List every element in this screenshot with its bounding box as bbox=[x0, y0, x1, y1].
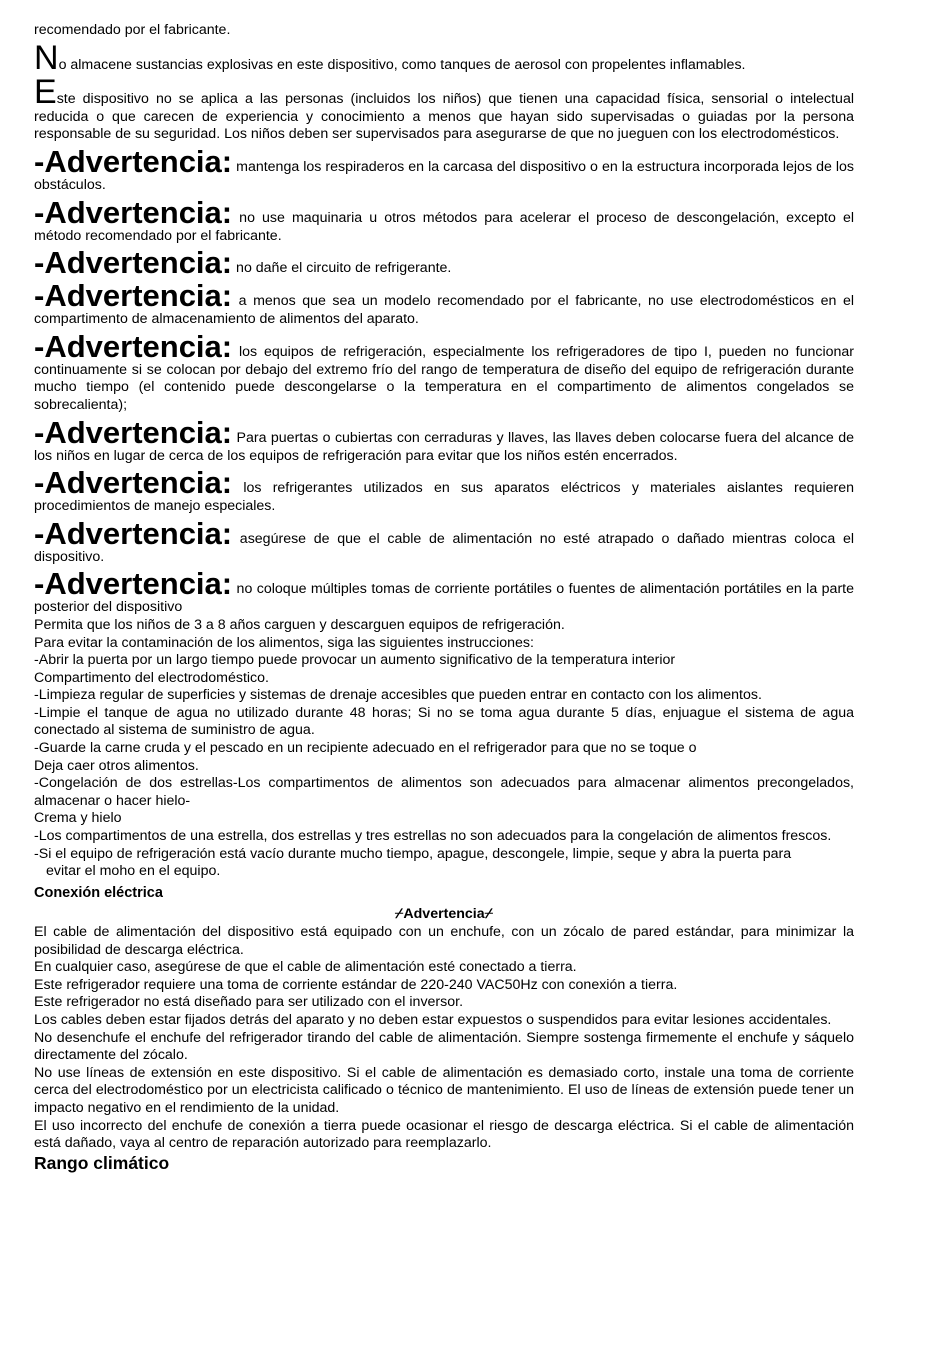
drop-cap: E bbox=[34, 73, 57, 112]
lightning-icon: ⌿ bbox=[484, 906, 494, 923]
drop-cap: N bbox=[34, 38, 59, 77]
warning-vents: -Advertencia: mantenga los respiraderos en la carcasa del dispositivo o en la estructura incorporada lejos de los obstáculos. bbox=[34, 143, 854, 193]
warning-refrigerants: -Advertencia: los refrigerantes utilizados en sus aparatos eléctricos y materiales aislantes requieren procedimientos de manejo especiales. bbox=[34, 465, 854, 515]
lightning-icon: ⌿ bbox=[394, 906, 404, 923]
text-line: recomendado por el fabricante. bbox=[34, 22, 231, 38]
warning-label: -Advertencia: bbox=[34, 465, 233, 501]
text-line: -Los compartimentos de una estrella, dos estrellas y tres estrellas no son adecuados para la congelación de alimentos frescos. bbox=[34, 828, 832, 845]
text-line: Para evitar la contaminación de los alimentos, siga las siguientes instrucciones: bbox=[34, 634, 534, 651]
warning-label: -Advertencia: bbox=[34, 143, 233, 179]
warning-label: -Advertencia: bbox=[34, 245, 233, 281]
text-line: -Limpie el tanque de agua no utilizado durante 48 horas; Si no se toma agua durante 5 días, enjuague el sistema de agua conectado al sistema de suministro de agua. bbox=[34, 704, 854, 739]
paragraph-persons: Este dispositivo no se aplica a las personas (incluidos los niños) que tienen una capacidad física, sensorial o intelectual reducida o que carecen de experiencia y conocimiento a menos que hayan sido supervisadas o guiadas por la persona responsable de su seguridad. Los niños deben ser supervisados para asegurarse de que no jueguen con los electrodomésticos. bbox=[34, 73, 854, 143]
section-heading-climate: Rango climático bbox=[34, 1152, 170, 1173]
text-line: No desenchufe el enchufe del refrigerador tirando del cable de alimentación. Siempre sostenga firmemente el enchufe y sáquelo directamente del zócalo. bbox=[34, 1029, 854, 1064]
text-line: Este refrigerador requiere una toma de corriente estándar de 220-240 VAC50Hz con conexión a tierra. bbox=[34, 976, 678, 993]
text-line: Deja caer otros alimentos. bbox=[34, 757, 199, 774]
text-line: El uso incorrecto del enchufe de conexión a tierra puede ocasionar el riesgo de descarga eléctrica. Si el cable de alimentación está dañado, vaya al centro de reparación autorizado para reemplazarlo. bbox=[34, 1117, 854, 1152]
section-heading-electrical: Conexión eléctrica bbox=[34, 884, 163, 901]
text-line: No use líneas de extensión en este dispositivo. Si el cable de alimentación es demasiado corto, instale una toma de corriente cerca del electrodoméstico por un electricista calificado o técnico de mantenimiento. El uso de líneas de extensión puede tener un impacto negativo en el rendimiento de la unidad. bbox=[34, 1064, 854, 1116]
warning-outlets: -Advertencia: no coloque múltiples tomas de corriente portátiles o fuentes de alimentación portátiles en la parte posterior del dispositivo bbox=[34, 566, 854, 616]
text-line: Este refrigerador no está diseñado para ser utilizado con el inversor. bbox=[34, 994, 464, 1011]
text-line: Permita que los niños de 3 a 8 años carguen y descarguen equipos de refrigeración. bbox=[34, 616, 565, 633]
warning-label: -Advertencia: bbox=[34, 515, 233, 551]
text-line: evitar el moho en el equipo. bbox=[46, 863, 221, 880]
text-line: -Abrir la puerta por un largo tiempo puede provocar un aumento significativo de la temperatura interior bbox=[34, 652, 676, 669]
warning-label: -Advertencia: bbox=[34, 278, 233, 314]
text-line: -Si el equipo de refrigeración está vacío durante mucho tiempo, apague, descongele, limpie, seque y abra la puerta para bbox=[34, 845, 792, 862]
text-line: -Guarde la carne cruda y el pescado en un recipiente adecuado en el refrigerador para que no se toque o bbox=[34, 740, 697, 757]
paragraph-explosives: No almacene sustancias explosivas en este dispositivo, como tanques de aerosol con propelentes inflamables. bbox=[34, 38, 746, 77]
warning-label: -Advertencia: bbox=[34, 328, 233, 364]
text-line: Crema y hielo bbox=[34, 810, 122, 827]
text-line: Compartimento del electrodoméstico. bbox=[34, 669, 269, 686]
text-line: El cable de alimentación del dispositivo está equipado con un enchufe, con un zócalo de pared estándar, para minimizar la posibilidad de descarga eléctrica. bbox=[34, 924, 854, 958]
text-line: Los cables deben estar fijados detrás del aparato y no deben estar expuestos o suspendidos para evitar lesiones accidentales. bbox=[34, 1011, 832, 1028]
text-line: -Limpieza regular de superficies y sistemas de drenaje accesibles que pueden entrar en contacto con los alimentos. bbox=[34, 687, 762, 704]
warning-defrost: -Advertencia: no use maquinaria u otros métodos para acelerar el proceso de descongelación, excepto el método recomendado por el fabricante. bbox=[34, 194, 854, 244]
warning-label: -Advertencia: bbox=[34, 414, 233, 450]
warning-power-cable: -Advertencia: asegúrese de que el cable de alimentación no esté atrapado o dañado mientras coloca el dispositivo. bbox=[34, 515, 854, 565]
warning-circuit: -Advertencia: no dañe el circuito de refrigerante. bbox=[34, 245, 452, 281]
warning-label: -Advertencia: bbox=[34, 194, 233, 230]
text-line: -Congelación de dos estrellas-Los compartimentos de alimentos son adecuados para almacenar alimentos precongelados, almacenar o hacer hielo- bbox=[34, 775, 854, 809]
document-page bbox=[34, 22, 854, 1172]
warning-heading: ⌿Advertencia⌿ bbox=[394, 906, 494, 923]
warning-locks: -Advertencia: Para puertas o cubiertas con cerraduras y llaves, las llaves deben colocarse fuera del alcance de los niños en lugar de cerca de los equipos de refrigeración para evitar que los niños estén encerrados. bbox=[34, 414, 854, 464]
text-line: En cualquier caso, asegúrese de que el cable de alimentación esté conectado a tierra. bbox=[34, 959, 577, 976]
warning-appliances: -Advertencia: a menos que sea un modelo recomendado por el fabricante, no use electrodomésticos en el compartimento de almacenamiento de alimentos del aparato. bbox=[34, 278, 854, 328]
warning-label: -Advertencia: bbox=[34, 566, 233, 602]
warning-cold-range: -Advertencia: los equipos de refrigeración, especialmente los refrigeradores de tipo I, pueden no funcionar continuamente si se colocan por debajo del extremo frío del rango de temperatura de diseño del equipo de refrigeración durante mucho tiempo (el contenido puede descongelarse o la temperatura en el compartimento de alimentos congelados se sobrecalienta); bbox=[34, 328, 854, 413]
